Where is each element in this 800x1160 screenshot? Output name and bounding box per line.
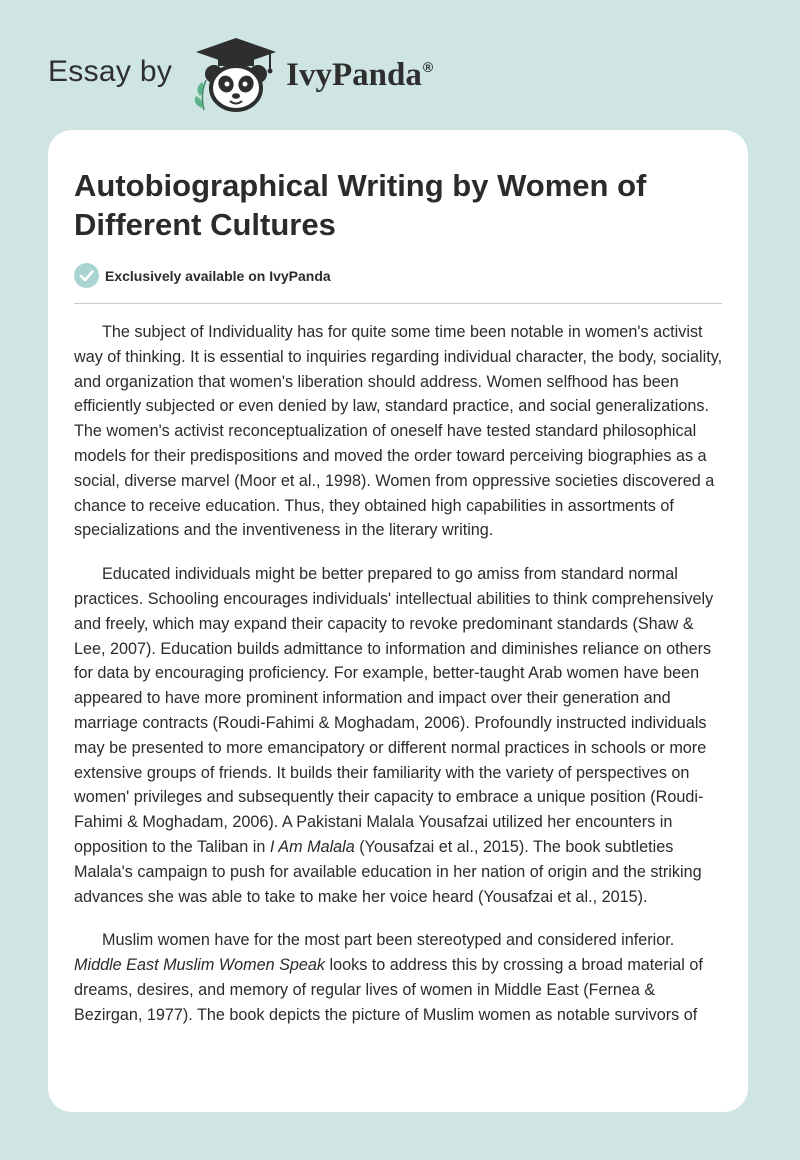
paragraph-3: Muslim women have for the most part been stereotyped and considered inferior. Middle East Muslim Women Speak looks to address this by crossing a broad material of dreams, desires, and memory of regular lives of women in Middle East (Fernea & Bezirgan, 1977). The book depicts the picture of Muslim women as notable survivors of [74,931,703,1024]
site-header [48,34,433,114]
paragraph-1: The subject of Individuality has for quite some time been notable in women's activist way of thinking. It is essential to inquiries regarding individual character, the body, sociality, and organization that women's liberation should address. Women selfhood has been efficiently subjected or even denied by law, standard practice, and social generalizations. The women's activist reconceptualization of oneself have tested standard philosophical models for their predispositions and moved the order toward perceiving biographies as a social, diverse marvel (Moor et al., 1998). Women from oppressive societies discovered a chance to receive education. Thus, they obtained high capabilities in assortments of specializations and the inventiveness in the literary writing. [74,323,723,540]
exclusive-badge [74,263,331,288]
exclusive-badge-label: Exclusively available on IvyPanda [105,267,331,284]
book-title-middle-east-muslim-women-speak: Middle East Muslim Women Speak [74,956,325,975]
essay-by-label: Essay by [48,55,173,88]
check-badge-icon [74,263,99,288]
title-divider [74,303,722,304]
trademark-symbol: ® [422,58,434,75]
brand-name[interactable]: IvyPanda® [286,56,434,93]
book-title-i-am-malala: I Am Malala [269,837,355,856]
article-title: Autobiographical Writing by Women of Different Cultures [74,168,647,242]
article-body [74,320,724,1047]
article-card [48,130,748,1112]
paragraph-2: Educated individuals might be better prepared to go amiss from standard normal practices. Schooling encourages individuals' intellectual abilities to think comprehensively and freely, which may expand their capacity to revoke predominant standards (Shaw & Lee, 2007). Education builds admittance to information and diminishes reliance on others for data by encouraging proficiency. For example, better-taught Arab women have been appeared to have more prominent information and impact over their generation and marriage contracts (Roudi-Fahimi & Moghadam, 2006). Profoundly instructed individuals may be presented to more emancipatory or different normal practices in schools or more extensive groups of friends. It builds their familiarity with the variety of perspectives on women' privileges and subsequently their capacity to embrace a unique position (Roudi-Fahimi & Moghadam, 2006). A Pakistani Malala Yousafzai utilized her encounters in opposition to the Taliban in I Am Malala (Yousafzai et al., 2015). The book subtleties Malala's campaign to push for available education in her nation of origin and the striking advances she was able to take to make her voice heard (Yousafzai et al., 2015). [74,565,714,906]
panda-logo-icon[interactable] [190,34,282,114]
